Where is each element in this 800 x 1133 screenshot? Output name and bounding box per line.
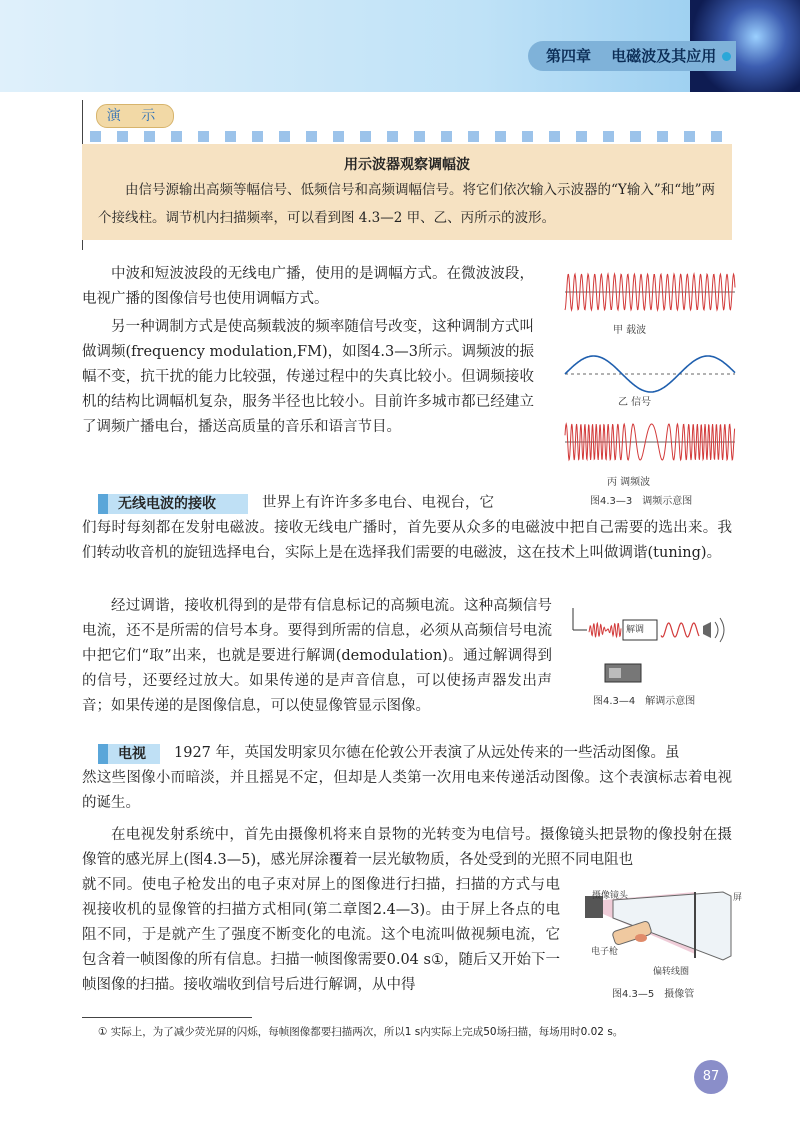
border-square (117, 131, 128, 142)
border-square (333, 131, 344, 142)
demo-text: 由信号源输出高频等幅信号、低频信号和高频调幅信号。将它们依次输入示波器的“Y输入”和“地”两个接线柱。调节机内扫描频率，可以看到图 4.3—2 甲、乙、丙所示的波形。 (98, 182, 716, 226)
chapter-heading (546, 45, 716, 66)
fig5-coil-label: 偏转线圈 (653, 967, 690, 977)
fig5-lens-label: 摄像镜头 (592, 891, 629, 901)
border-square (225, 131, 236, 142)
paragraph-3-first: 世界上有许许多多电台、电视台，它 (262, 495, 494, 511)
fig3-caption: 图4.3—3 调频示意图 (590, 496, 693, 507)
border-square (414, 131, 425, 142)
border-square (252, 131, 263, 142)
border-square (387, 131, 398, 142)
border-square (144, 131, 155, 142)
fig4-caption: 图4.3—4 解调示意图 (593, 696, 696, 707)
fig4-box-label: 解调 (626, 625, 645, 635)
speaker-icon (703, 622, 711, 638)
paragraph-5: 然这些图像小而暗淡，并且摇晃不定，但却是人类第一次用电来传递活动图像。这个表演标志着电视的诞生。 (82, 770, 732, 811)
border-square (657, 131, 668, 142)
fig3-label-b: 乙 信号 (618, 397, 652, 408)
border-square (522, 131, 533, 142)
section-receive-label: 无线电波的接收 (98, 494, 248, 514)
border-square (630, 131, 641, 142)
section-tv-label: 电视 (98, 744, 160, 764)
border-square (360, 131, 371, 142)
border-square (441, 131, 452, 142)
footnote-rule (82, 1017, 252, 1018)
border-square (576, 131, 587, 142)
border-square (711, 131, 722, 142)
dot-icon (722, 52, 731, 61)
paragraph-6-narrow: 就不同。使电子枪发出的电子束对屏上的图像进行扫描，扫描的方式与电视接收机的显像管的扫描方式相同(第二章图2.4—3)。由于屏上各点的电阻不同，于是就产生了强度不断变化的电流。这个电流叫做视频电流，它包含着一帧图像的所有信息。扫描一帧图像需要0.04 s①，随后又开始下一帧图像的扫描。接收端收到信号后进行解调，从中得 (82, 877, 560, 993)
border-square (603, 131, 614, 142)
paragraph-3: 们每时每刻都在发射电磁波。接收无线电广播时，首先要从众多的电磁波中把自己需要的选出来。我们转动收音机的旋钮选择电台，实际上是在选择我们需要的电磁波，这在技术上叫做调谐(tuning)。 (82, 520, 732, 561)
paragraph-1: 中波和短波波段的无线电广播，使用的是调幅方式。在微波波段，电视广播的图像信号也使用调幅方式。 另一种调制方式是使高频载波的频率随信号改变，这种调制方式叫做调频(frequency modulation,FM)，如图4.3—3所示。调频波的振幅不变，抗干扰的能力比较强，传递过程中的失真比较小。但调频接收机的结构比调幅机复杂，服务半径也比较小。目前许多城市都已经建立了调频广播电台，播送高质量的音乐和语言节目。 (82, 266, 534, 435)
fig3-label-c: 丙 调频波 (607, 477, 651, 488)
paragraph-5-first: 1927 年，英国发明家贝尔德在伦敦公开表演了从远处传来的一些活动图像。虽 (174, 745, 680, 761)
paragraph-4: 经过调谐，接收机得到的是带有信息标记的高频电流。这种高频信号电流，还不是所需的信号本身。要得到所需的信息，必须从高频信号电流中把它们“取”出来，也就是要进行解调(demodulation)。通过解调得到的信号，还要经过放大。如果传递的是声音信息，可以使扬声器发出声音；如果传递的是图像信息，可以使显像管显示图像。 (82, 598, 552, 714)
chapter-number: 第四章 (546, 47, 592, 65)
fig5-caption: 图4.3—5 摄像管 (612, 989, 695, 1000)
border-square (684, 131, 695, 142)
border-square (279, 131, 290, 142)
fig5-gun-label: 电子枪 (591, 947, 619, 957)
border-square (468, 131, 479, 142)
border-square (495, 131, 506, 142)
demo-title: 用示波器观察调幅波 (344, 157, 470, 173)
border-square (198, 131, 209, 142)
demo-tag: 演 示 (96, 104, 174, 128)
page-number: 87 (694, 1060, 728, 1094)
border-square (90, 131, 101, 142)
demodulation-figure (565, 600, 740, 690)
border-square (171, 131, 182, 142)
paragraph-6: 在电视发射系统中，首先由摄像机将来自景物的光转变为电信号。摄像镜头把景物的像投射在摄像管的感光屏上(图4.3—5)，感光屏涂覆着一层光敏物质，各处受到的光照不同电阻也 (82, 827, 732, 868)
footnote: ① 实际上，为了减少荧光屏的闪烁，每帧图像都要扫描两次，所以1 s内实际上完成50场扫描，每场用时0.02 s。 (98, 1026, 624, 1038)
fig3-label-a: 甲 载波 (613, 325, 647, 336)
demo-square-border (90, 131, 730, 143)
chapter-title: 电磁波及其应用 (611, 47, 717, 65)
border-square (549, 131, 560, 142)
fig5-screen-label: 屏 (733, 893, 743, 903)
border-square (306, 131, 317, 142)
fm-figure (560, 262, 740, 502)
